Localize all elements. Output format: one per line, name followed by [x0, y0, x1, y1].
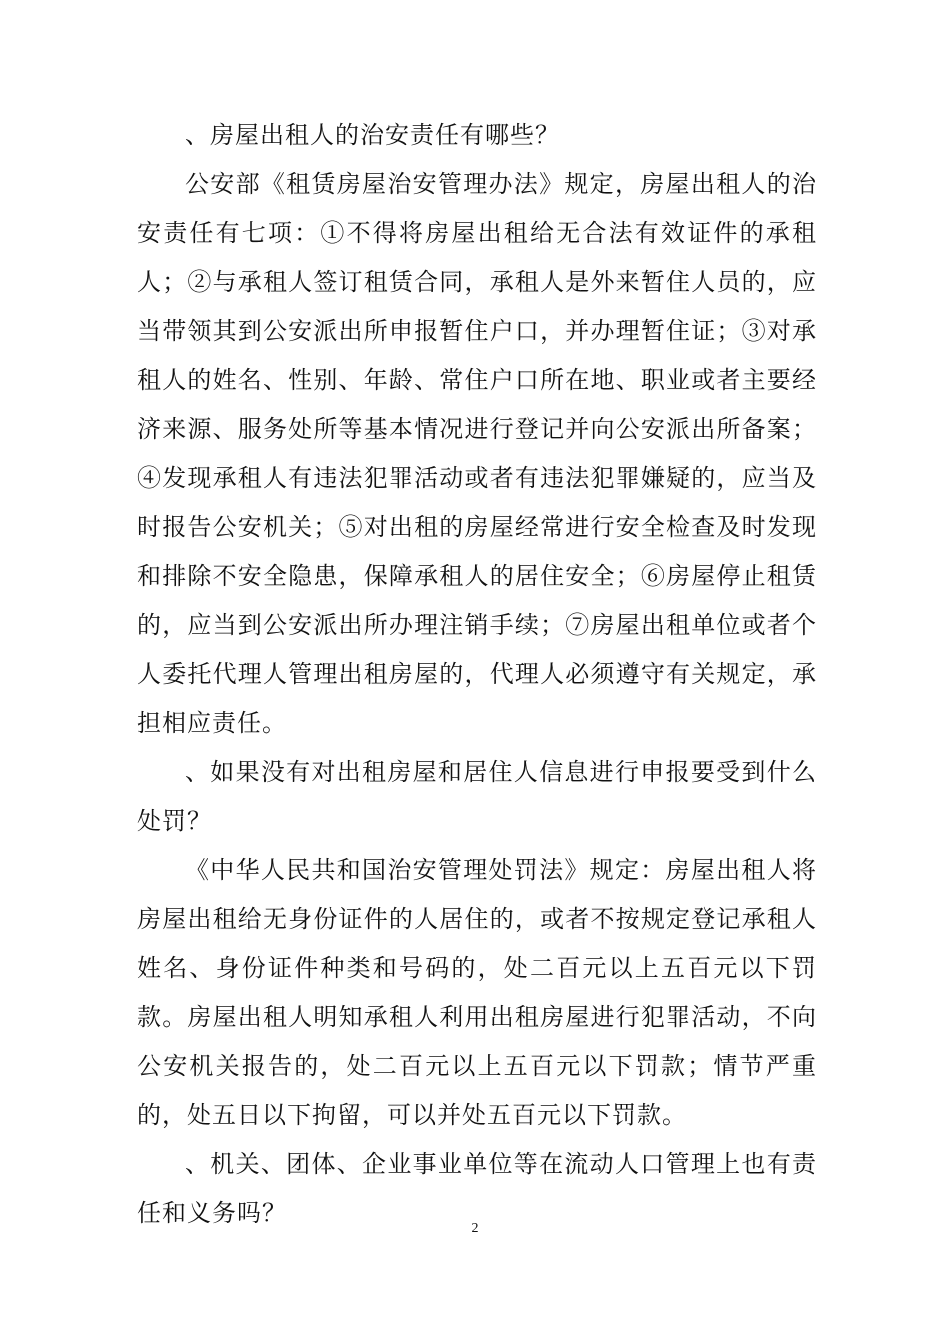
section-heading: 、机关、团体、企业事业单位等在流动人口管理上也有责任和义务吗？: [137, 1150, 817, 1227]
section-penalties: [137, 748, 817, 1140]
section-landlord-duties: [137, 111, 817, 748]
section-paragraph: 《中华人民共和国治安管理处罚法》规定：房屋出租人将房屋出租给无身份证件的人居住的，或者不按规定登记承租人姓名、身份证件种类和号码的，处二百元以上五百元以下罚款。房屋出租人明知承租人利用出租房屋进行犯罪活动，不向公安机关报告的，处二百元以上五百元以下罚款；情节严重的，处五日以下拘留，可以并处五百元以下罚款。: [137, 856, 817, 1129]
page-number: 2: [471, 1221, 479, 1236]
section-paragraph: 公安部《租赁房屋治安管理办法》规定，房屋出租人的治安责任有七项：①不得将房屋出租给无合法有效证件的承租人；②与承租人签订租赁合同，承租人是外来暂住人员的，应当带领其到公安派出所申报暂住户口，并办理暂住证；③对承租人的姓名、性别、年龄、常住户口所在地、职业或者主要经济来源、服务处所等基本情况进行登记并向公安派出所备案；④发现承租人有违法犯罪活动或者有违法犯罪嫌疑的，应当及时报告公安机关；⑤对出租的房屋经常进行安全检查及时发现和排除不安全隐患，保障承租人的居住安全；⑥房屋停止租赁的，应当到公安派出所办理注销手续；⑦房屋出租单位或者个人委托代理人管理出租房屋的，代理人必须遵守有关规定，承担相应责任。: [137, 170, 817, 737]
section-heading: 、房屋出租人的治安责任有哪些？: [185, 121, 560, 149]
section-heading: 、如果没有对出租房屋和居住人信息进行申报要受到什么处罚？: [137, 758, 817, 835]
document-body: [137, 111, 817, 1238]
